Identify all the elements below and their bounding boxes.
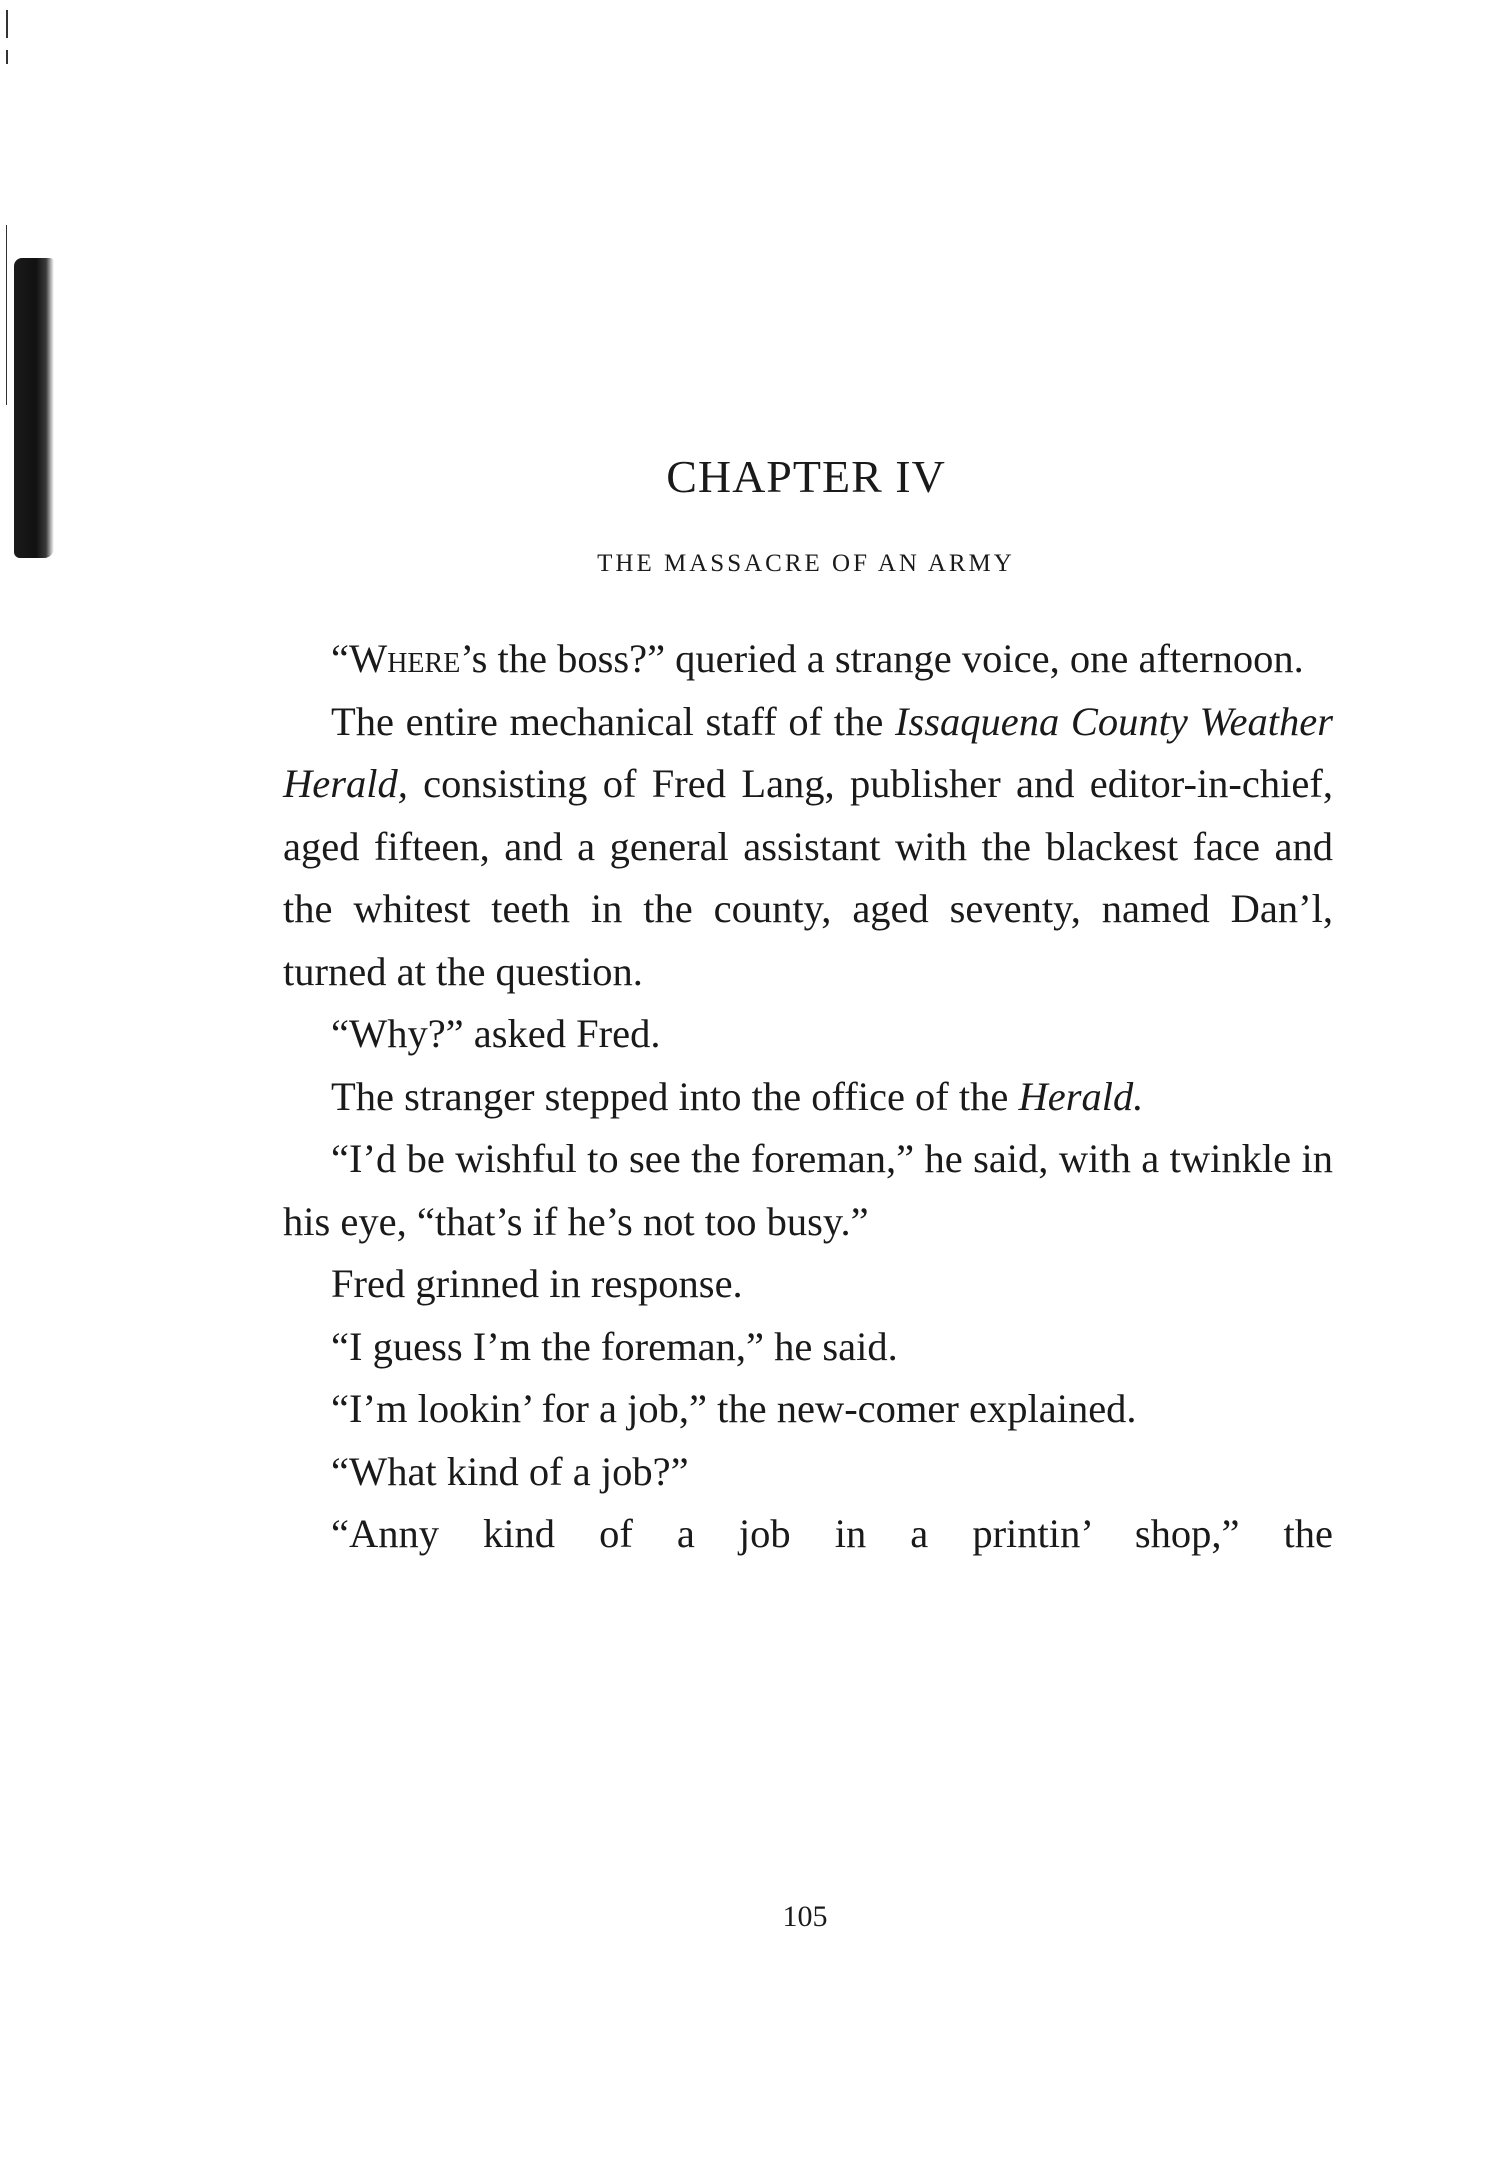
paragraph-3 [283,1003,1333,1066]
paragraph-7 [283,1316,1333,1379]
paragraph-8 [283,1378,1333,1441]
edge-mark [6,10,8,38]
paragraph-text: ’s the boss?” queried a strange voice, one afternoon. [460,636,1304,681]
paragraph-4 [283,1066,1333,1129]
page-number: 105 [782,1900,828,1933]
paragraph-6 [283,1253,1333,1316]
chapter-subtitle: THE MASSACRE OF AN ARMY [597,550,1015,577]
paragraph-text: “I’m lookin’ for a job,” the new-comer explained. [331,1386,1137,1431]
paragraph-text: “Anny kind of a job in a printin’ shop,” the [331,1511,1333,1556]
paragraph-10 [283,1503,1333,1566]
paragraph-text: Fred grinned in response. [331,1261,743,1306]
paragraph-text: “I guess I’m the foreman,” he said. [331,1323,898,1369]
newspaper-title: Issaquena County Weather Herald, [283,698,1333,806]
opening-word: Where [348,636,461,681]
paragraph-5 [283,1128,1333,1253]
paragraph-text: The entire mechanical staff of the [331,698,895,744]
edge-mark [6,225,7,405]
paragraph-text: “Why?” asked Fred. [331,1011,661,1056]
chapter-title: CHAPTER IV [666,451,946,502]
paragraph-2 [283,691,1333,1004]
chapter-body [283,628,1333,1566]
paragraph-text: “I’d be wishful to see the foreman,” he said, with a twinkle in his eye, “that’s if he’s not too busy.” [283,1136,1333,1244]
paragraph-text: “What kind of a job?” [331,1448,689,1494]
newspaper-title: Herald. [1018,1073,1144,1119]
paragraph-text: consisting of Fred Lang, publisher and editor-in-chief, aged fifteen, and a general assistant with the blackest face and the whitest teeth in the county, aged seventy, named Dan’l, turned at the question. [283,761,1333,994]
binding-shadow [14,258,54,558]
paragraph-text: The stranger stepped into the office of the [331,1073,1019,1119]
paragraph-9 [283,1441,1333,1504]
edge-mark [6,50,8,64]
opening-quote: “ [331,636,349,681]
paragraph-1 [283,628,1333,691]
